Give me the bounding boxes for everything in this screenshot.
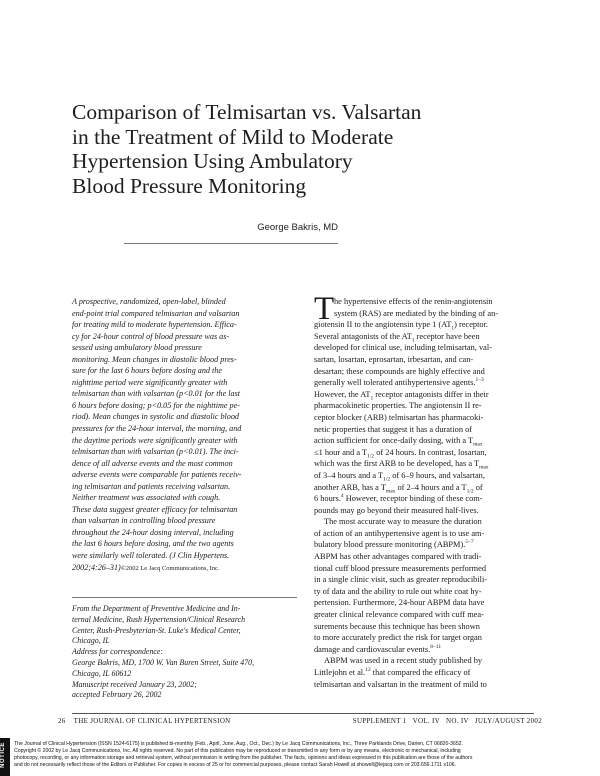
notice-tab [0, 738, 10, 776]
text-run: Several antagonists of the AT [314, 331, 412, 341]
citation-ref: 4 [340, 493, 344, 500]
body-line: to more accurately predict the risk for target organ [314, 633, 482, 643]
subscript: max [473, 441, 483, 448]
copyright-notice [0, 738, 600, 776]
abstract-line: Neither treatment was associated with cough. [72, 493, 221, 503]
notice-line: photocopy, recording, or any information storage and retrieval system, without permission in writing from the publisher. The facts, opinions and ideas expressed in this publication are those of the authors [14, 754, 473, 761]
text-run: However, receptor binding of these com- [343, 494, 483, 504]
abstract-line: dence of all adverse events and the most common [72, 458, 233, 468]
abstract-line: the daytime periods were significantly greater with [72, 435, 238, 445]
abstract-line: end-point trial compared telmisartan and valsartan [72, 308, 240, 318]
text-run: of 6–9 hours, and valsartan, [390, 470, 485, 480]
body-line [314, 447, 534, 459]
body-line: pounds may go beyond their measured half-lives. [314, 505, 479, 515]
affiliation-line: George Bakris, MD, 1700 W. Van Buren Street, Suite 470, [72, 657, 255, 667]
text-run: of 3–4 hours and a T [314, 470, 384, 480]
abstract-line: monitoring. Mean changes in diastolic blood pres- [72, 354, 237, 364]
abstract [72, 296, 297, 574]
citation-ref: 8–11 [430, 644, 442, 651]
abstract-line: than valsartan in controlling blood pressure [72, 516, 216, 526]
subscript: 1/2 [383, 476, 391, 483]
body-line [314, 377, 534, 389]
title-divider [124, 243, 338, 244]
abstract-copyright: ©2002 Le Jacq Communications, Inc. [120, 564, 220, 572]
abstract-line: sure for the last 6 hours before dosing and the [72, 366, 222, 376]
body-line [314, 482, 534, 494]
footer-divider [72, 713, 534, 714]
body-line: of action of an antihypertensive agent is to use am- [314, 528, 485, 538]
body-line [314, 470, 534, 482]
text-run: receptor antagonists differ in their [373, 389, 489, 399]
subscript: 1/2 [367, 453, 375, 460]
author-name: George Bakris, MD [257, 222, 338, 233]
affiliation-line: Center, Rush-Presbyterian-St. Luke's Medical Center, [72, 625, 241, 635]
body-line: system (RAS) are mediated by the binding of an- [334, 308, 499, 318]
abstract-line: cy for 24-hour control of blood pressure was as- [72, 331, 230, 341]
abstract-line: pressures for the 24-hour interval, the morning, and [72, 424, 242, 434]
text-run: generally well tolerated antihypertensive agents. [314, 378, 476, 388]
affiliation-line: accepted February 26, 2002 [72, 690, 162, 700]
body-line [314, 331, 534, 343]
text-run: ) receptor. [454, 320, 488, 330]
subscript: 1 [411, 337, 415, 344]
body-line [314, 458, 534, 470]
body-line: telmisartan and valsartan in the treatment of mild to [314, 679, 487, 689]
abstract-line: were similarly well tolerated. (J Clin Hypertens. [72, 551, 230, 561]
body-line: ABPM was used in a recent study published by [324, 656, 483, 666]
title-line: Hypertension Using Ambulatory [72, 149, 353, 173]
text-run: damage and cardiovascular events. [314, 644, 431, 654]
affiliation-line: From the Department of Preventive Medicine and In- [72, 604, 241, 613]
abstract-line: 6 hours before dosing; p<0.05 for the nighttime pe- [72, 400, 240, 410]
body-line: greater clinical relevance compared with cuff mea- [314, 610, 484, 620]
notice-line: and do not necessarily reflect those of the Editors or Publisher. For copies in excess of 25 or for commercial purposes, please contact Sarah Howell at showell@lejacq.com or 203.656.1711 x106. [14, 761, 457, 768]
title-line: Comparison of Telmisartan vs. Valsartan [72, 100, 422, 124]
text-run: receptor have been [414, 331, 480, 341]
affiliation-line: Manuscript received January 23, 2002; [72, 679, 197, 689]
abstract-line: riod). Mean changes in systolic and diastolic blood [72, 412, 239, 422]
title-line: in the Treatment of Mild to Moderate [72, 124, 394, 149]
abstract-line: These data suggest greater efficacy for telmisartan [72, 504, 238, 514]
text-run: bulatory blood pressure monitoring (ABPM). [314, 540, 466, 550]
running-footer-left: 26 THE JOURNAL OF CLINICAL HYPERTENSION [58, 717, 231, 725]
affiliation-divider [72, 597, 297, 598]
body-line [314, 667, 534, 679]
text-run: action sufficient for once-daily dosing, with a T [314, 436, 474, 446]
body-line [314, 493, 534, 505]
abstract-line: for treating mild to moderate hypertension. Effica- [72, 320, 237, 330]
abstract-line: throughout the 24-hour dosing interval, including [72, 527, 234, 537]
body-line: pharmacokinetic properties. The angiotensin II re- [314, 401, 482, 411]
body-line [314, 539, 534, 551]
body-line: netic properties that suggest it has a duration of [314, 424, 473, 434]
notice-text [14, 741, 598, 769]
citation-ref: 1–3 [475, 377, 484, 384]
body-line: pertension. Furthermore, 24-hour ABPM data have [314, 598, 485, 608]
text-run: that compared the efficacy of [370, 668, 471, 677]
subscript: 1/2 [466, 488, 474, 495]
body-line [314, 389, 534, 401]
abstract-line: ing telmisartan and patients receiving valsartan. [72, 481, 231, 491]
body-line: surements because this technique has been shown [314, 621, 480, 631]
drop-cap: T [314, 291, 335, 327]
body-line [314, 435, 534, 447]
body-line: sartan, losartan, eprosartan, irbesartan, and can- [314, 354, 474, 364]
text-run: of 24 hours. In contrast, losartan, [374, 447, 487, 457]
text-run: giotensin II to the angiotensin type 1 (AT [314, 320, 452, 330]
abstract-line: adverse events were comparable for patients receiv- [72, 470, 242, 480]
affiliation-block [72, 604, 297, 701]
affiliation-line: ternal Medicine, Rush Hypertension/Clinical Research [72, 614, 246, 624]
text-run: ≤1 hour and a T [314, 447, 368, 457]
running-footer-right: SUPPLEMENT 1 VOL. IV NO. IV JULY/AUGUST 2002 [352, 717, 542, 725]
body-line: developed for clinical use, including telmisartan, val- [314, 343, 492, 353]
notice-line: Copyright © 2002 by Le Jacq Communications, Inc. All rights reserved. No part of this publication may be reproduced or transmitted in any form or by any means, electronic or mechanical, including [14, 747, 461, 754]
body-line [314, 644, 534, 656]
body-text [314, 291, 534, 690]
text-run: of 2–4 hours and a T [395, 482, 467, 492]
abstract-line: A prospective, randomized, open-label, blinded [72, 297, 226, 306]
text-run: another ARB, has a T [314, 482, 386, 492]
citation-ref: 12 [365, 667, 371, 674]
abstract-line: the last 6 hours before dosing, and the two agents [72, 539, 234, 549]
notice-label: NOTICE [0, 742, 6, 768]
article-title [72, 100, 542, 198]
body-line: ABPM has other advantages compared with tradi- [314, 552, 482, 562]
text-run: Littlejohn et al. [314, 668, 366, 677]
affiliation-line: Address for correspondence: [72, 647, 164, 657]
text-run: of [473, 482, 483, 492]
body-line: The most accurate way to measure the duration [324, 517, 482, 527]
subscript: 1 [451, 325, 455, 332]
title-line: Blood Pressure Monitoring [72, 173, 307, 198]
text-run: which was the first ARB to be developed, has a T [314, 459, 480, 469]
body-line [314, 319, 534, 331]
text-run: However, the AT [314, 389, 371, 399]
notice-line: The Journal of Clinical Hypertension (ISSN 1524-6175) is published bi-monthly (Feb., April, June, Aug., Oct., Dec.) by Le Jacq Communications, Inc., Three Parklands Drive, Darien, CT 06820-3652. [14, 741, 463, 747]
abstract-line: sessed using ambulatory blood pressure [72, 343, 202, 353]
abstract-line [72, 562, 297, 575]
body-line: ty of data and the ability to rule out white coat hy- [314, 586, 482, 596]
subscript: max [385, 488, 396, 495]
subscript: max [479, 464, 489, 471]
citation-year: 2002;4:26–31) [72, 562, 121, 572]
citation-ref: 5–7 [465, 539, 474, 546]
affiliation-line: Chicago, IL 60612 [72, 668, 132, 678]
subscript: 1 [370, 395, 374, 402]
body-line: tional cuff blood pressure measurements performed [314, 563, 486, 573]
abstract-line: telmisartan than with valsartan (p<0.01). The inci- [72, 447, 239, 457]
body-line: ceptor blocker (ARB) telmisartan has pharmacoki- [314, 412, 484, 422]
affiliation-line: Chicago, IL [72, 636, 110, 646]
body-line: he hypertensive effects of the renin-angiotensin [334, 297, 493, 306]
body-line: in a single clinic visit, such as greater reproducibili- [314, 575, 488, 585]
text-run: 6 hours. [314, 494, 341, 504]
abstract-line: telmisartan than with valsartan (p<0.01 for the last [72, 389, 240, 399]
abstract-line: nighttime period were significantly greater with [72, 377, 228, 387]
body-line: desartan; these compounds are highly effective and [314, 366, 485, 376]
